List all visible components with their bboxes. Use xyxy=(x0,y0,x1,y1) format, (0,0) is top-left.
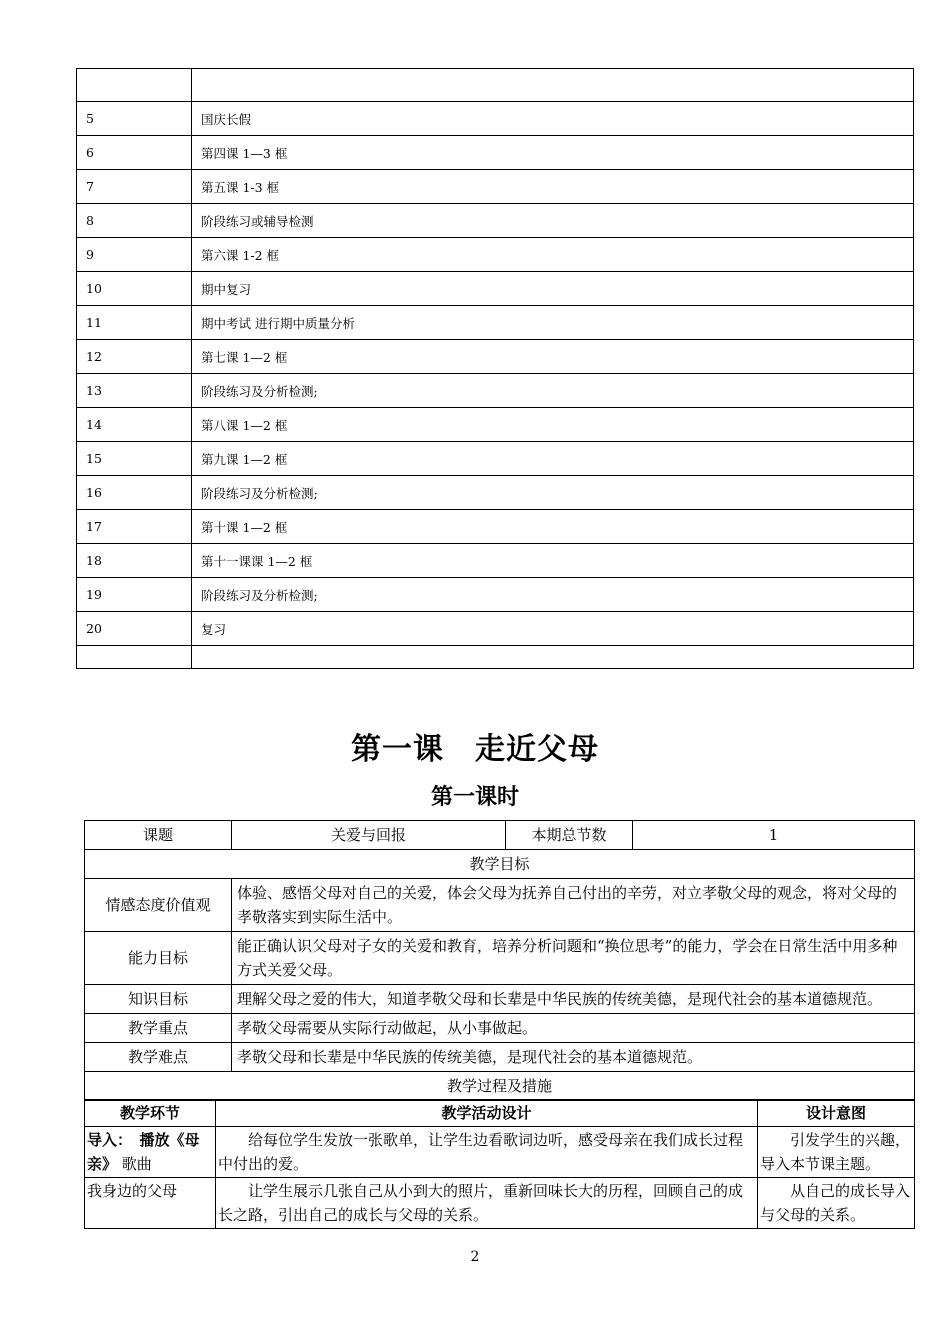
table-row xyxy=(77,442,914,476)
stage-cell xyxy=(85,1127,216,1178)
table-row xyxy=(85,821,915,850)
table-row xyxy=(85,879,915,932)
lesson-title: 第一课 走近父母 xyxy=(351,732,599,767)
page-number: 2 xyxy=(470,1249,480,1265)
week-cell: 14 xyxy=(77,408,192,442)
week-cell: 12 xyxy=(77,340,192,374)
column-header: 设计意图 xyxy=(758,1100,915,1127)
week-cell: 10 xyxy=(77,272,192,306)
table-row xyxy=(77,510,914,544)
table-cell xyxy=(192,69,914,102)
table-row xyxy=(77,102,914,136)
week-cell: 20 xyxy=(77,612,192,646)
goal-text: 理解父母之爱的伟大，知道孝敬父母和长辈是中华民族的传统美德，是现代社会的基本道德规范。 xyxy=(232,985,915,1014)
table-row xyxy=(85,1043,915,1072)
week-cell: 13 xyxy=(77,374,192,408)
period-value: 1 xyxy=(633,821,915,850)
content-cell: 第五课 1-3 框 xyxy=(192,170,914,204)
goal-label: 能力目标 xyxy=(85,932,232,985)
table-row xyxy=(77,544,914,578)
goal-label: 知识目标 xyxy=(85,985,232,1014)
week-cell: 7 xyxy=(77,170,192,204)
week-cell: 15 xyxy=(77,442,192,476)
column-header: 教学环节 xyxy=(85,1100,216,1127)
content-cell: 第四课 1—3 框 xyxy=(192,136,914,170)
table-row xyxy=(77,272,914,306)
lesson-subtitle: 第一课时 xyxy=(430,784,519,810)
table-header-row xyxy=(85,1100,915,1127)
goal-text: 孝敬父母和长辈是中华民族的传统美德，是现代社会的基本道德规范。 xyxy=(232,1043,915,1072)
table-row xyxy=(77,476,914,510)
content-cell: 阶段练习及分析检测; xyxy=(192,374,914,408)
table-row xyxy=(77,612,914,646)
content-cell: 第九课 1—2 框 xyxy=(192,442,914,476)
content-cell: 国庆长假 xyxy=(192,102,914,136)
table-row xyxy=(77,170,914,204)
week-cell: 8 xyxy=(77,204,192,238)
week-cell: 18 xyxy=(77,544,192,578)
goal-label: 教学难点 xyxy=(85,1043,232,1072)
week-cell: 9 xyxy=(77,238,192,272)
table-row xyxy=(85,985,915,1014)
week-cell: 19 xyxy=(77,578,192,612)
table-row xyxy=(77,340,914,374)
goal-text: 体验、感悟父母对自己的关爱，体会父母为抚养自己付出的辛劳，对立孝敬父母的观念，将对父母的孝敬落实到实际生活中。 xyxy=(232,879,915,932)
table-row xyxy=(85,1178,915,1229)
topic-label: 课题 xyxy=(85,821,232,850)
table-row xyxy=(85,1127,915,1178)
table-row xyxy=(77,136,914,170)
week-cell: 11 xyxy=(77,306,192,340)
process-table xyxy=(84,1099,915,1229)
stage-text: 歌曲 xyxy=(117,1155,152,1173)
topic-value: 关爱与回报 xyxy=(232,821,506,850)
activity-cell: 让学生展示几张自己从小到大的照片，重新回味长大的历程，回顾自己的成长之路，引出自己的成长与父母的关系。 xyxy=(216,1178,758,1229)
week-cell: 5 xyxy=(77,102,192,136)
lesson-info-table xyxy=(84,820,915,1101)
table-row xyxy=(77,238,914,272)
content-cell: 第十课 1—2 框 xyxy=(192,510,914,544)
stage-cell xyxy=(85,1178,216,1229)
content-cell: 阶段练习及分析检测; xyxy=(192,476,914,510)
week-cell: 16 xyxy=(77,476,192,510)
content-cell: 第十一课课 1—2 框 xyxy=(192,544,914,578)
goal-text: 能正确认识父母对子女的关爱和教育，培养分析问题和“换位思考”的能力，学会在日常生活中用多种方式关爱父母。 xyxy=(232,932,915,985)
table-cell xyxy=(77,69,192,102)
table-row xyxy=(85,850,915,879)
content-cell: 第六课 1-2 框 xyxy=(192,238,914,272)
table-row xyxy=(77,374,914,408)
goal-label: 情感态度价值观 xyxy=(85,879,232,932)
goal-text: 孝敬父母需要从实际行动做起，从小事做起。 xyxy=(232,1014,915,1043)
stage-bold: 导入： 播放《母亲》 xyxy=(87,1131,200,1173)
table-row xyxy=(77,578,914,612)
period-label: 本期总节数 xyxy=(506,821,633,850)
week-cell: 17 xyxy=(77,510,192,544)
table-row xyxy=(77,69,914,102)
week-cell: 6 xyxy=(77,136,192,170)
content-cell: 阶段练习或辅导检测 xyxy=(192,204,914,238)
table-cell xyxy=(77,646,192,669)
schedule-table xyxy=(76,68,914,669)
intent-cell: 从自己的成长导入与父母的关系。 xyxy=(758,1178,915,1229)
column-header: 教学活动设计 xyxy=(216,1100,758,1127)
goal-label: 教学重点 xyxy=(85,1014,232,1043)
table-row xyxy=(85,1014,915,1043)
content-cell: 复习 xyxy=(192,612,914,646)
content-cell: 期中复习 xyxy=(192,272,914,306)
table-row xyxy=(85,1072,915,1101)
table-row xyxy=(85,932,915,985)
table-row xyxy=(77,204,914,238)
goals-header: 教学目标 xyxy=(85,850,915,879)
content-cell: 第七课 1—2 框 xyxy=(192,340,914,374)
activity-cell: 给每位学生发放一张歌单，让学生边看歌词边听，感受母亲在我们成长过程中付出的爱。 xyxy=(216,1127,758,1178)
table-cell xyxy=(192,646,914,669)
content-cell: 期中考试 进行期中质量分析 xyxy=(192,306,914,340)
stage-text: 我身边的父母 xyxy=(87,1182,178,1200)
intent-cell: 引发学生的兴趣，导入本节课主题。 xyxy=(758,1127,915,1178)
table-row xyxy=(77,646,914,669)
content-cell: 第八课 1—2 框 xyxy=(192,408,914,442)
table-row xyxy=(77,408,914,442)
table-row xyxy=(77,306,914,340)
content-cell: 阶段练习及分析检测; xyxy=(192,578,914,612)
process-header: 教学过程及措施 xyxy=(85,1072,915,1101)
